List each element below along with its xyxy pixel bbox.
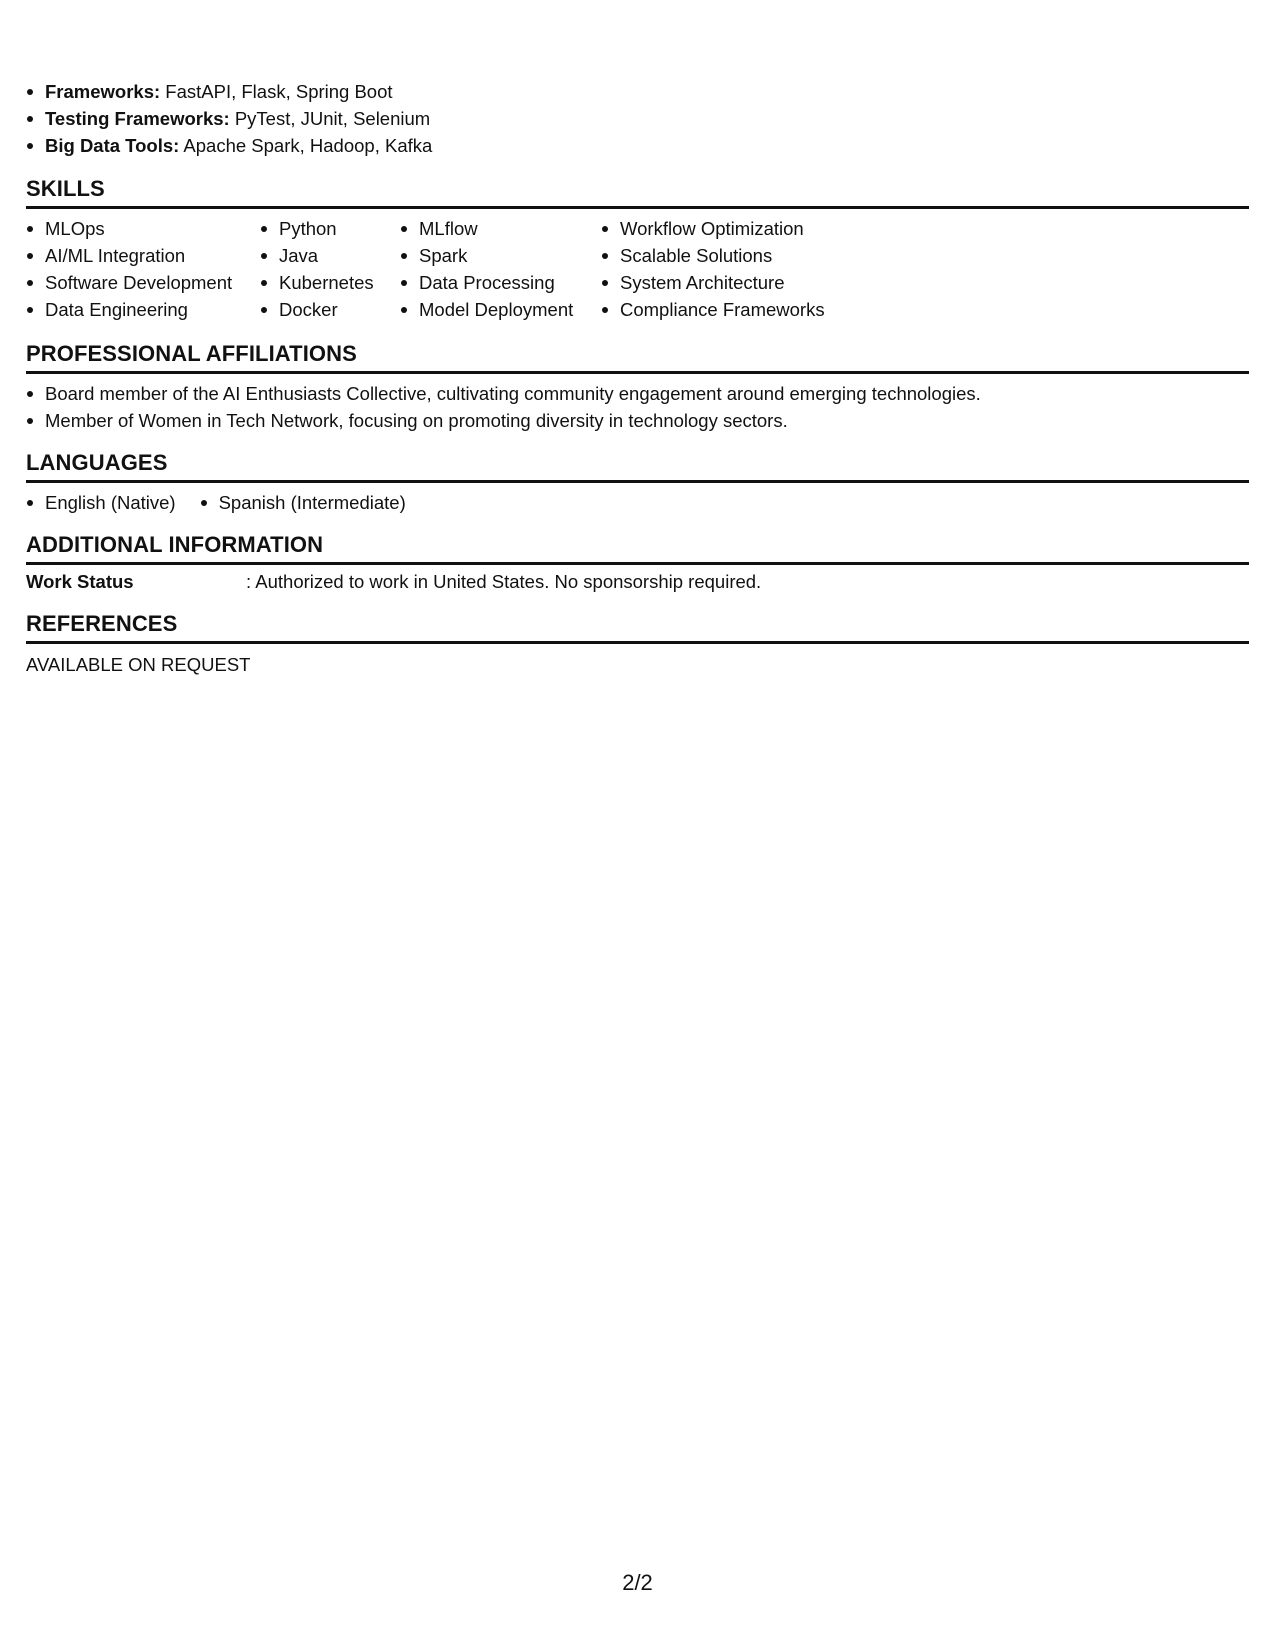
affiliations-heading: PROFESSIONAL AFFILIATIONS (26, 341, 1249, 374)
language-item: English (Native) (26, 489, 176, 516)
additional-info-heading: ADDITIONAL INFORMATION (26, 532, 1249, 565)
skill-item: Software Development (26, 269, 260, 296)
item-label: Big Data Tools: (45, 135, 180, 156)
item-value: Apache Spark, Hadoop, Kafka (179, 135, 433, 156)
item-label: Frameworks: (45, 81, 161, 102)
skill-item: Workflow Optimization (601, 215, 861, 242)
skill-item: Docker (260, 296, 400, 323)
skills-column (260, 215, 400, 323)
work-status-label: Work Status (26, 571, 134, 592)
item-value: PyTest, JUnit, Selenium (229, 108, 431, 129)
skill-item: Python (260, 215, 400, 242)
skills-column (601, 215, 861, 323)
skills-grid (26, 215, 1249, 323)
work-status-row (26, 569, 1249, 595)
item-label: Testing Frameworks: (45, 108, 230, 129)
skills-heading: SKILLS (26, 176, 1249, 209)
skills-column (400, 215, 601, 323)
references-heading: REFERENCES (26, 611, 1249, 644)
skills-column (26, 215, 260, 323)
technical-list (26, 78, 1249, 159)
skill-item: AI/ML Integration (26, 242, 260, 269)
affiliation-item: Member of Women in Tech Network, focusing on promoting diversity in technology sectors. (26, 407, 1249, 434)
affiliation-item: Board member of the AI Enthusiasts Collective, cultivating community engagement around emerging technologies. (26, 380, 1249, 407)
page-number: 2/2 (622, 1570, 653, 1595)
work-status-value: : Authorized to work in United States. No sponsorship required. (246, 571, 762, 592)
skill-item: MLflow (400, 215, 601, 242)
item-value: FastAPI, Flask, Spring Boot (160, 81, 393, 102)
skill-item: Java (260, 242, 400, 269)
resume-page (26, 78, 1249, 678)
skill-item: Data Processing (400, 269, 601, 296)
skill-item: Data Engineering (26, 296, 260, 323)
languages-heading: LANGUAGES (26, 450, 1249, 483)
list-item (26, 78, 1249, 105)
languages-list (26, 489, 1249, 516)
skill-item: System Architecture (601, 269, 861, 296)
skill-item: Model Deployment (400, 296, 601, 323)
skill-item: Compliance Frameworks (601, 296, 861, 323)
skill-item: Kubernetes (260, 269, 400, 296)
skill-item: Scalable Solutions (601, 242, 861, 269)
list-item (26, 132, 1249, 159)
affiliations-list (26, 380, 1249, 434)
references-text: AVAILABLE ON REQUEST (26, 654, 251, 675)
language-item: Spanish (Intermediate) (200, 489, 406, 516)
list-item (26, 105, 1249, 132)
skill-item: Spark (400, 242, 601, 269)
skill-item: MLOps (26, 215, 260, 242)
